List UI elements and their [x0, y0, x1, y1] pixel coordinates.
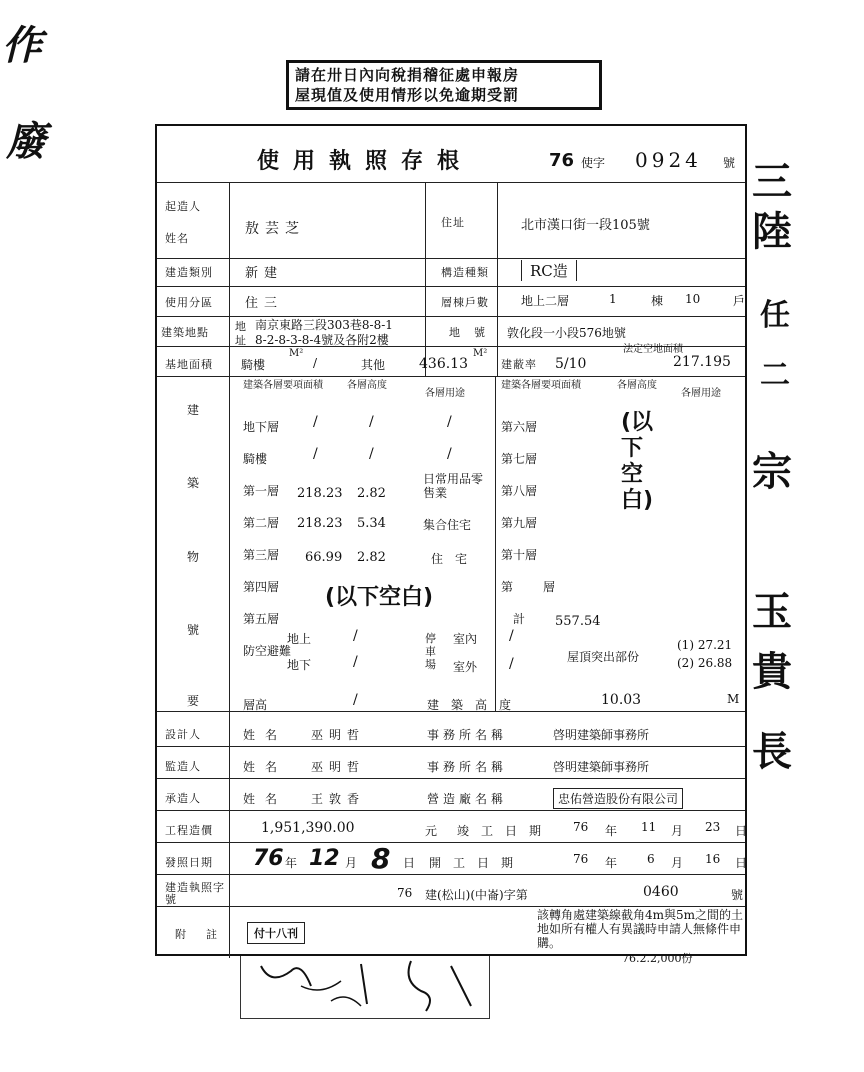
remarks-label: 附註 — [175, 928, 237, 941]
completion-month: 11 — [641, 820, 657, 834]
margin-left-top: 作 — [2, 22, 42, 69]
issue-day-unit: 日 — [403, 856, 416, 870]
permit-no-suffix: 號 — [731, 888, 744, 902]
floor-name-right: 第層 — [501, 580, 586, 594]
open-space-value: 217.195 — [673, 354, 731, 370]
designer-office-label: 事務所名稱 — [427, 728, 508, 742]
section-char-5: 要 — [187, 694, 201, 708]
structure-value: RC造 — [521, 260, 577, 281]
signature-block — [240, 956, 490, 1019]
units-unit: 戶 — [733, 294, 746, 308]
building-height-value: 10.03 — [601, 692, 642, 708]
completion-month-unit: 月 — [671, 824, 684, 838]
coverage-label: 建蔽率 — [501, 358, 537, 371]
margin-right-3: 二 — [760, 358, 790, 393]
roof-value-1: (1) 27.21 — [677, 638, 733, 652]
col-use-head: 各層用途 — [425, 388, 465, 399]
start-label: 開工日期 — [429, 856, 526, 870]
open-space-label: 法定空地面積 — [623, 344, 683, 355]
floor-use: 集合住宅 — [423, 518, 472, 532]
section-char-4: 號 — [187, 623, 201, 637]
stamp-line-2: 屋現值及使用情形以免逾期受罰 — [295, 86, 520, 104]
issue-day: 8 — [371, 842, 391, 875]
blank-note-right: (以下空白) — [621, 410, 654, 513]
floor-height: / — [369, 414, 374, 430]
designer-name-label: 姓名 — [243, 728, 288, 742]
start-month: 6 — [647, 852, 655, 866]
issue-year-unit: 年 — [285, 856, 298, 870]
floor-name-right: 第八層 — [501, 484, 538, 498]
section-char-2: 築 — [187, 476, 201, 490]
start-month-unit: 月 — [671, 856, 684, 870]
permit-form — [155, 124, 747, 956]
margin-right-4: 宗 — [752, 448, 792, 495]
floor-area: / — [313, 446, 318, 462]
roof-value-2: (2) 26.88 — [677, 656, 733, 670]
site-address-1: 南京東路三段303巷8-8-1 — [255, 318, 393, 332]
permit-prefix: 使字 — [581, 156, 606, 170]
site-address-2: 8-2-8-3-8-4號及各附2樓 — [255, 333, 389, 347]
col-height-head: 各層高度 — [347, 380, 387, 391]
parking-outdoor: 室外 — [453, 660, 478, 674]
arcade-label: 騎樓 — [241, 358, 266, 372]
margin-right-6: 貴 — [752, 648, 792, 695]
floor-name: 第五層 — [243, 612, 280, 626]
owner-name: 敖芸芝 — [245, 221, 305, 237]
section-char-3: 物 — [187, 550, 201, 564]
stamp-line-1: 請在卅日內向稅捐稽征處申報房 — [295, 66, 520, 84]
owner-label-2: 姓名 — [165, 232, 189, 245]
parking-indoor: 室內 — [453, 632, 478, 646]
civil-def-below: 地下 — [287, 658, 312, 672]
parking-indoor-value: / — [509, 628, 514, 644]
remarks-handwriting: 付十八刊 — [247, 922, 305, 944]
issue-month-unit: 月 — [345, 856, 358, 870]
completion-year: 76 — [573, 820, 589, 834]
floor-height: 5.34 — [357, 516, 386, 531]
lot-label: 地號 — [449, 326, 499, 339]
margin-right-0: 三 — [752, 158, 792, 205]
parking-label: 停車場 — [425, 632, 436, 671]
coverage-value: 5/10 — [555, 356, 587, 372]
floor-area: 66.99 — [305, 550, 343, 565]
start-year: 76 — [573, 852, 589, 866]
supervisor-office: 啓明建築師事務所 — [553, 760, 650, 774]
site-label: 建築地點 — [161, 326, 209, 339]
contractor-office-label: 營造廠名稱 — [427, 792, 508, 806]
civil-def-above: 地上 — [287, 632, 312, 646]
floor-name: 騎樓 — [243, 452, 268, 466]
other-unit: M² — [473, 348, 488, 359]
site-addr-label-1: 地 — [235, 320, 247, 333]
floor-area: 218.23 — [297, 516, 343, 531]
margin-right-1: 陸 — [752, 208, 792, 255]
margin-right-7: 長 — [752, 728, 792, 775]
story-height-value: / — [353, 692, 358, 708]
floor-name-right: 第九層 — [501, 516, 538, 530]
floor-use: / — [447, 446, 452, 462]
supervisor-office-label: 事務所名稱 — [427, 760, 508, 774]
civil-def-above-value: / — [353, 628, 358, 644]
cost-value: 1,951,390.00 — [261, 820, 355, 836]
designer-label: 設計人 — [165, 728, 201, 741]
notice-stamp — [286, 60, 602, 110]
building-count: 1 — [609, 292, 617, 306]
arcade-value: / — [313, 356, 318, 370]
contractor-name: 王敦香 — [311, 792, 366, 806]
permit-no-label: 建造執照字號 — [165, 881, 225, 906]
issue-year: 76 — [253, 846, 284, 871]
start-year-unit: 年 — [605, 856, 618, 870]
margin-right-5: 玉 — [752, 588, 792, 635]
civil-def-below-value: / — [353, 654, 358, 670]
floor-height: / — [369, 446, 374, 462]
supervisor-label: 監造人 — [165, 760, 201, 773]
section-char-1: 建 — [187, 403, 201, 417]
building-height-unit: M — [727, 692, 740, 706]
remarks-note: 該轉角處建築線截角4m與5m之間的土地如所有權人有異議時申請人無條件申購。 — [537, 908, 744, 950]
floor-use: 住宅 — [431, 552, 480, 566]
floor-name-right: 第六層 — [501, 420, 538, 434]
col-area-head-2: 建築各層要項面積 — [501, 380, 581, 391]
floor-area: / — [313, 414, 318, 430]
build-type-label: 建造類別 — [165, 266, 213, 279]
start-day-unit: 日 — [735, 856, 748, 870]
floor-height: 2.82 — [357, 550, 386, 565]
supervisor-name-label: 姓名 — [243, 760, 288, 774]
contractor-office: 忠佑營造股份有限公司 — [553, 788, 683, 809]
structure-label: 構造種類 — [441, 266, 489, 279]
building-height-label: 建築高度 — [427, 698, 524, 712]
zone-label: 使用分區 — [165, 296, 213, 309]
floor-name: 第二層 — [243, 516, 280, 530]
other-label: 其他 — [361, 358, 386, 372]
build-type-value: 新建 — [245, 266, 284, 281]
owner-address: 北市漢口街一段105號 — [521, 218, 650, 233]
units-count: 10 — [685, 292, 701, 306]
other-value: 436.13 — [419, 356, 468, 372]
civil-def-label: 防空避難 — [243, 644, 292, 658]
permit-no-number: 0460 — [643, 884, 679, 900]
arcade-unit: M² — [289, 348, 304, 359]
designer-office: 啓明建築師事務所 — [553, 728, 650, 742]
floors-label: 層棟戶數 — [441, 296, 489, 309]
floor-name: 第三層 — [243, 548, 280, 562]
floor-name: 第一層 — [243, 484, 280, 498]
total-label: 計 — [513, 612, 526, 626]
site-addr-label-2: 址 — [235, 334, 247, 347]
blank-note-left: (以下空白) — [325, 585, 434, 610]
floor-height: 2.82 — [357, 486, 386, 501]
area-label: 基地面積 — [165, 358, 213, 371]
parking-outdoor-value: / — [509, 656, 514, 672]
margin-right-2: 任 — [760, 298, 790, 333]
contractor-label: 承造人 — [165, 792, 201, 805]
completion-year-unit: 年 — [605, 824, 618, 838]
total-value: 557.54 — [555, 614, 601, 629]
owner-address-label: 住址 — [441, 216, 465, 229]
permit-year: 76 — [549, 150, 575, 171]
story-height-label: 層高 — [243, 698, 268, 712]
completion-day-unit: 日 — [735, 824, 748, 838]
designer-name: 巫明哲 — [311, 728, 366, 742]
issue-month: 12 — [309, 846, 340, 871]
lot-value: 敦化段一小段576地號 — [507, 326, 626, 340]
floor-name-right: 第十層 — [501, 548, 538, 562]
floor-use: / — [447, 414, 452, 430]
start-day: 16 — [705, 852, 721, 866]
supervisor-name: 巫明哲 — [311, 760, 366, 774]
floor-use: 日常用品零售業 — [423, 472, 484, 500]
permit-number: 0924 — [635, 148, 702, 172]
cost-unit: 元 — [425, 824, 438, 838]
col-area-head: 建築各層要項面積 — [243, 380, 323, 391]
floor-name-right: 第七層 — [501, 452, 538, 466]
signature-scribbles — [241, 956, 489, 1018]
permit-no-year: 76 — [397, 886, 413, 900]
form-title: 使用執照存根 — [257, 148, 474, 174]
permit-suffix: 號 — [723, 156, 736, 170]
col-use-head-2: 各層用途 — [681, 388, 721, 399]
print-run: 76.2.2,000份 — [622, 952, 693, 965]
roof-label: 屋頂突出部份 — [567, 650, 640, 664]
owner-label-1: 起造人 — [165, 200, 201, 213]
floor-area: 218.23 — [297, 486, 343, 501]
floor-name: 地下層 — [243, 420, 280, 434]
permit-no-text: 建(松山)(中崙)字第 — [425, 888, 528, 902]
margin-left-mid: 廢 — [6, 118, 46, 165]
building-unit: 棟 — [651, 294, 664, 308]
issue-label: 發照日期 — [165, 856, 213, 869]
contractor-name-label: 姓名 — [243, 792, 288, 806]
completion-day: 23 — [705, 820, 721, 834]
completion-label: 竣工日期 — [457, 824, 554, 838]
cost-label: 工程造價 — [165, 824, 213, 837]
zone-value: 住三 — [245, 296, 284, 311]
floors-value: 地上二層 — [521, 294, 570, 308]
col-height-head-2: 各層高度 — [617, 380, 657, 391]
floor-name: 第四層 — [243, 580, 280, 594]
